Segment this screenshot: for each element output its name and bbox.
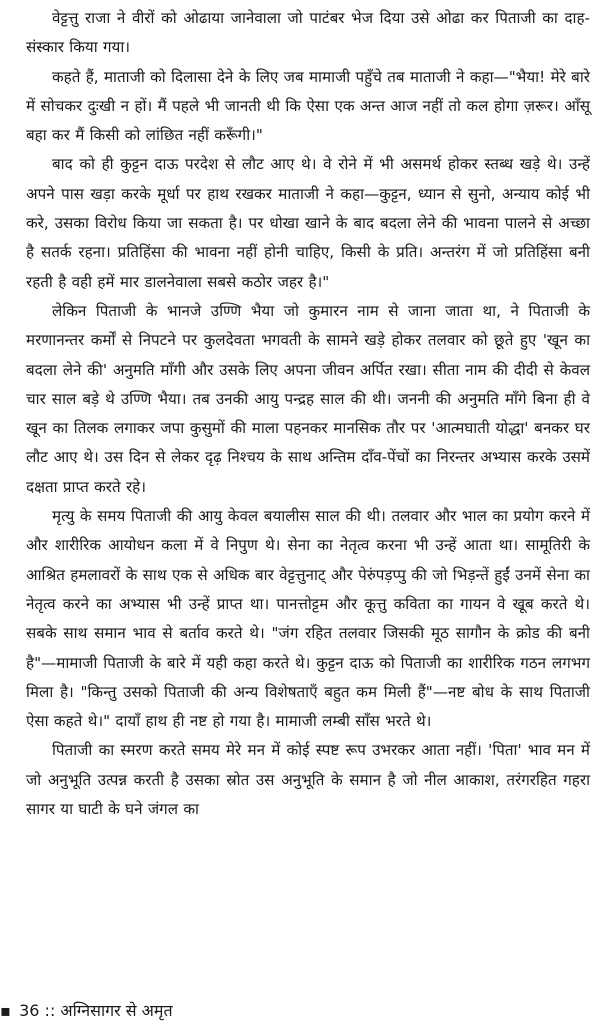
page-footer: [0, 998, 173, 1024]
paragraph-unni-vow: लेकिन पिताजी के भानजे उण्णि भैया जो कुमारन नाम से जाना जाता था, ने पिताजी के मरणानन्तर कर्मों से निपटने पर कुलदेवता भगवती के सामने खड़े होकर तलवार को छूते हुए 'खून का बदला लेने की' अनुमति माँगी और उसके लिए अपना जीवन अर्पित रखा। सीता नाम की दीदी से केवल चार साल बड़े थे उण्णि भैया। तब उनकी आयु पन्द्रह साल की थी। जननी की अनुमति माँगे बिना ही वे खून का तिलक लगाकर जपा कुसुमों की माला पहनकर मानसिक तौर पर 'आत्मघाती योद्धा' बनकर घर लौट आए थे। उस दिन से लेकर दृढ़ निश्चय के साथ अन्तिम दाँव-पेंचों का निरन्तर अभ्यास करके उसमें दक्षता प्राप्त करते रहे।: [26, 301, 590, 496]
paragraph-mother-speech: कहते हैं, माताजी को दिलासा देने के लिए जब मामाजी पहुँचे तब माताजी ने कहा—"भैया! मेरे बारे में सोचकर दुःखी न हों। मैं पहले भी जानती थी कि ऐसा एक अन्त आज नहीं तो कल होगा ज़रूर। आँसू बहा कर मैं किसी को लांछित नहीं करूँगी।": [26, 67, 590, 145]
book-title: अग्निसागर से अमृत: [60, 1001, 173, 1020]
paragraph-father-skills: मृत्यु के समय पिताजी की आयु केवल बयालीस साल की थी। तलवार और भाल का प्रयोग करने में और शारीरिक आयोधन कला में वे निपुण थे। सेना का नेतृत्व करना भी उन्हें आता था। सामूतिरी के आश्रित हमलावरों के साथ एक से अधिक बार वेट्टत्तुनाट् और पेरुंपड़प्पु की जो भिड़न्तें हुईं उनमें सेना का नेतृत्व करने का अभ्यास भी उन्हें प्राप्त था। पानत्तोट्टम और कूत्तु कविता का गायन वे खूब करते थे। सबके साथ समान भाव से बर्ताव करते थे। "जंग रहित तलवार जिसकी मूठ सागौन के क्रोड की बनी है"—मामाजी पिताजी के बारे में यही कहा करते थे। कुट्टन दाऊ को पिताजी का शारीरिक गठन लगभग मिला है। "किन्तु उसको पिताजी की अन्य विशेषताएँ बहुत कम मिली हैं"—नष्ट बोध के साथ पिताजी ऐसा कहते थे।" दायाँ हाथ ही नष्ट हो गया है। मामाजी लम्बी साँस भरते थे।: [26, 507, 590, 731]
page-body-text: [26, 4, 590, 824]
page-number: 36: [19, 1001, 40, 1020]
footer-edge-mark: ▪: [0, 1001, 11, 1020]
paragraph-cremation: वेट्टत्तु राजा ने वीरों को ओढाया जानेवाला जो पाटंबर भेज दिया उसे ओढा कर पिताजी का दाह-संस्कार किया गया।: [26, 9, 590, 57]
paragraph-memory: पिताजी का स्मरण करते समय मेरे मन में कोई स्पष्ट रूप उभरकर आता नहीं। 'पिता' भाव मन में जो अनुभूति उत्पन्न करती है उसका स्रोत उस अनुभूति के समान है जो नील आकाश, तरंगरहित गहरा सागर या घाटी के घने जंगल का: [26, 741, 590, 819]
footer-separator: ::: [44, 1001, 56, 1020]
paragraph-kuttan-return: बाद को ही कुट्टन दाऊ परदेश से लौट आए थे। वे रोने में भी असमर्थ होकर स्तब्ध खड़े थे। उन्हें अपने पास खड़ा करके मूर्धा पर हाथ रखकर माताजी ने कहा—कुट्टन, ध्यान से सुनो, अन्याय कोई भी करे, उसका विरोध किया जा सकता है। पर धोखा खाने के बाद बदला लेने की भावना पालने से अच्छा है सतर्क रहना। प्रतिहिंसा की भावना नहीं होनी चाहिए, किसी के प्रति। अन्तरंग में जो प्रतिहिंसा बनी रहती है वही हमें मार डालनेवाला सबसे कठोर जहर है।": [26, 155, 590, 291]
